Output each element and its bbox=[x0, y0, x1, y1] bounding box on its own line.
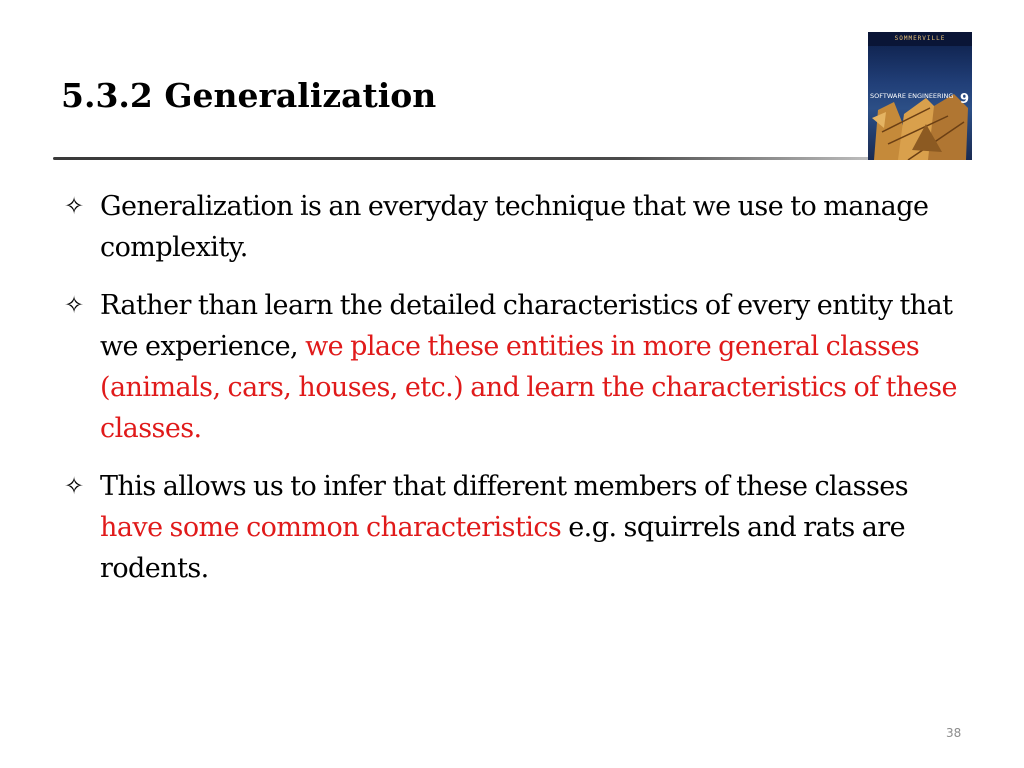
bullet-star-icon: ✧ bbox=[64, 192, 85, 220]
page-number: 38 bbox=[946, 726, 962, 740]
slide-title: 5.3.2 Generalization bbox=[61, 76, 437, 115]
cover-title: SOFTWARE ENGINEERING bbox=[870, 92, 954, 100]
bullet-item bbox=[62, 285, 972, 449]
bullet-text: Rather than learn the detailed characteristics of every entity that we experience, bbox=[100, 290, 953, 362]
bullet-list bbox=[62, 186, 972, 606]
bullet-text: This allows us to infer that different members of these classes bbox=[100, 471, 909, 502]
title-divider bbox=[53, 157, 869, 160]
bullet-text: Generalization is an everyday technique that we use to manage complexity. bbox=[100, 191, 929, 263]
bullet-text: e.g. squirrels and rats are rodents. bbox=[100, 512, 906, 584]
cover-edition: 9 bbox=[960, 92, 970, 107]
bullet-star-icon: ✧ bbox=[64, 472, 85, 500]
bullet-item bbox=[62, 466, 972, 589]
book-cover-image bbox=[868, 32, 972, 160]
bullet-item bbox=[62, 186, 972, 268]
bullet-highlight-text: have some common characteristics bbox=[100, 512, 562, 543]
bullet-highlight-text: we place these entities in more general classes (animals, cars, houses, etc.) and learn the characteristics of these classes. bbox=[100, 331, 957, 444]
bullet-star-icon: ✧ bbox=[64, 291, 85, 319]
cover-author: SOMMERVILLE bbox=[894, 35, 946, 42]
